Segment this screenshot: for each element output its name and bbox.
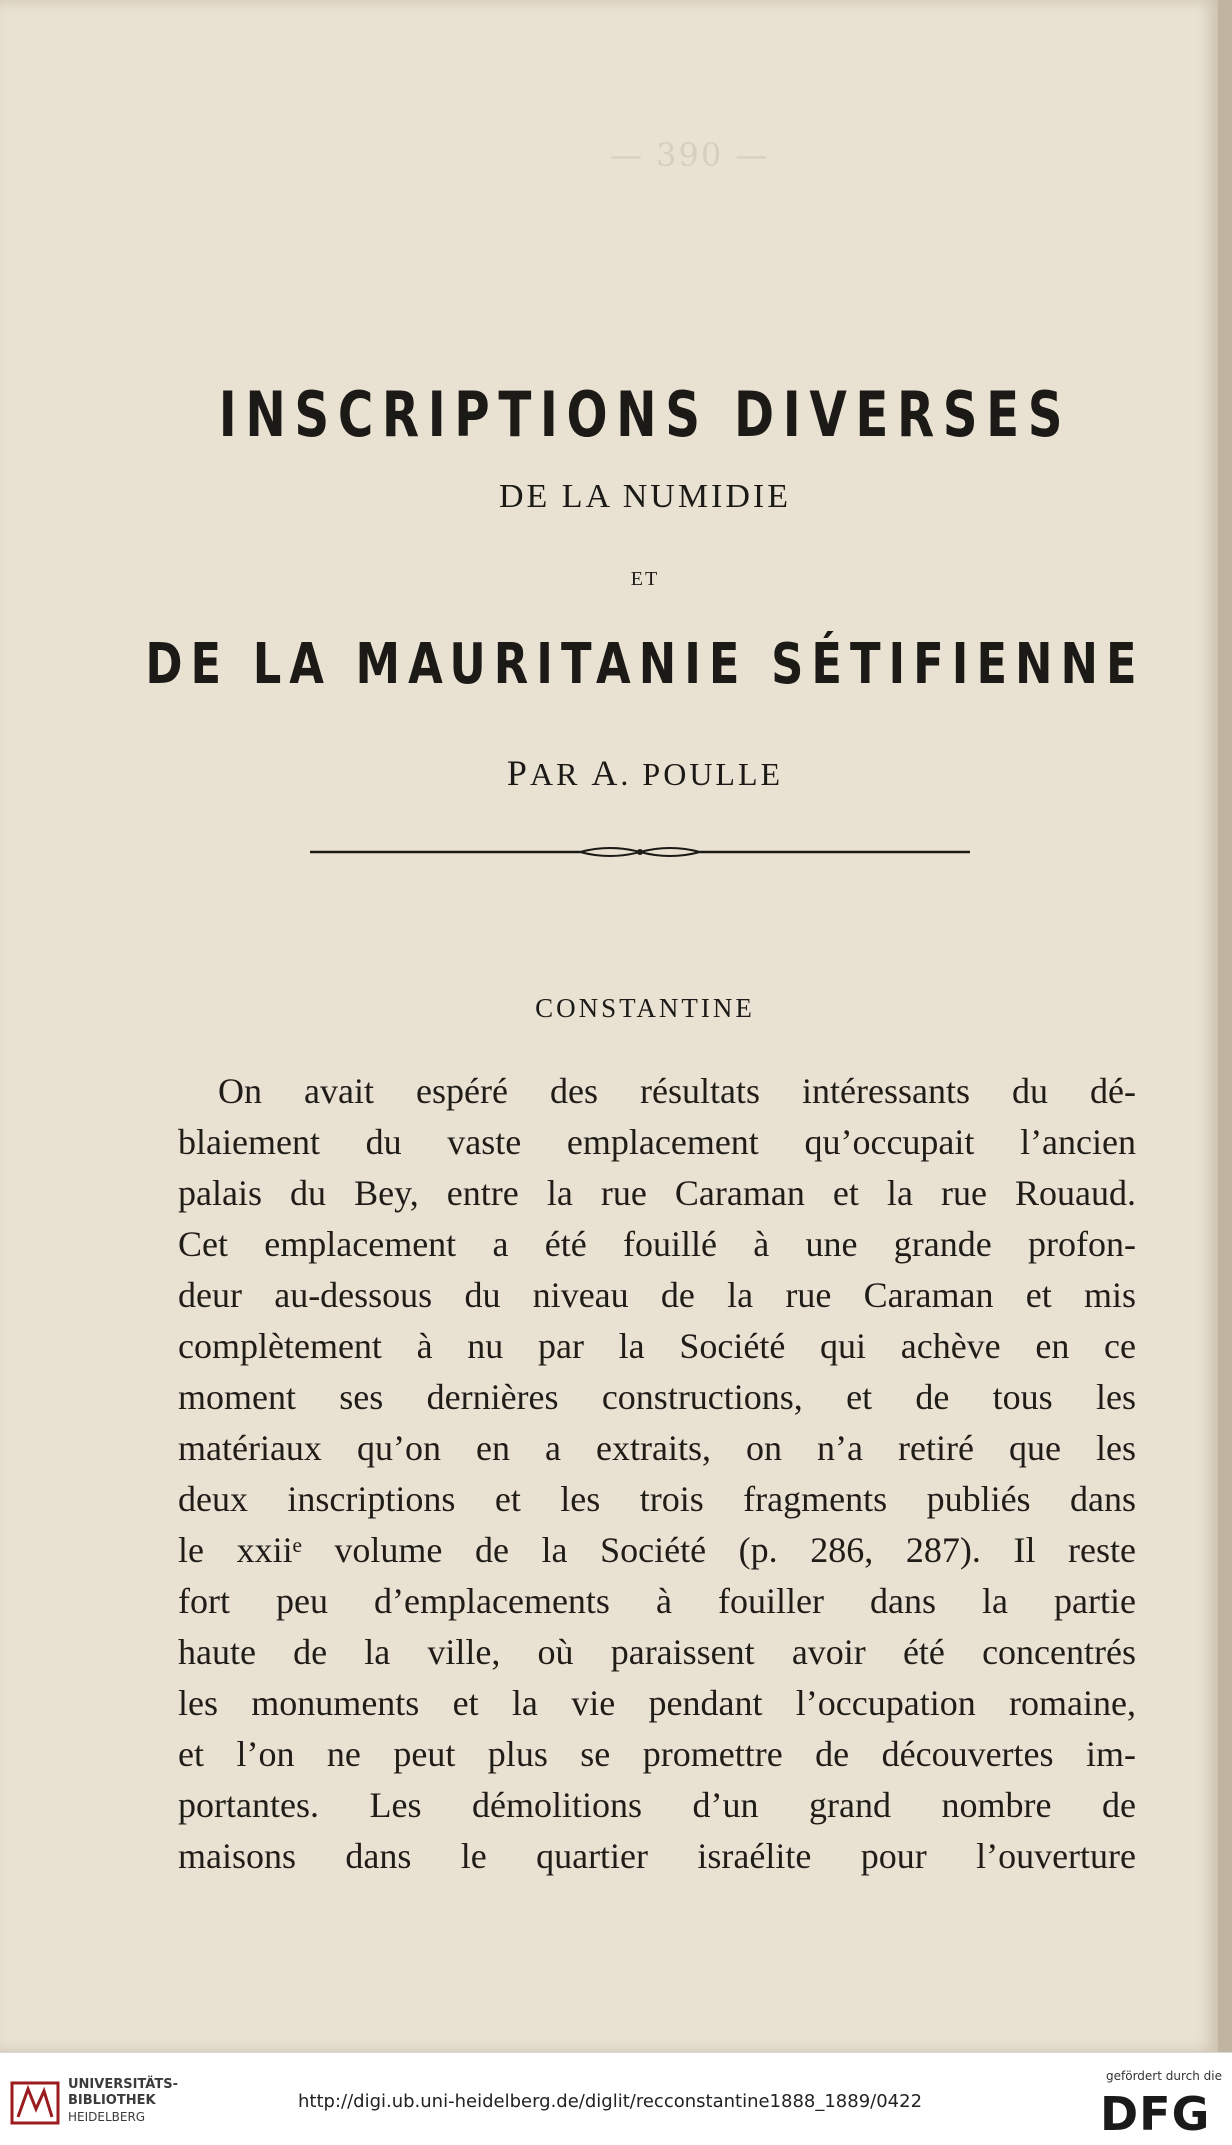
footer-bar <box>0 2052 1232 2145</box>
text-line: fort peu d’emplacements à fouiller dans la partie <box>178 1581 1136 1621</box>
library-name <box>68 2077 178 2125</box>
title-et: ET <box>630 568 660 590</box>
text-line: Cet emplacement a été fouillé à une grande profon- <box>178 1224 1136 1264</box>
author-byline <box>0 752 1232 794</box>
library-line-1: UNIVERSITÄTS- <box>68 2077 178 2092</box>
permalink-url[interactable]: http://digi.ub.uni-heidelberg.de/diglit/recconstantine1888_1889/0422 <box>298 2091 923 2112</box>
text-line: maisons dans le quartier israélite pour l’ouverture <box>178 1836 1136 1876</box>
text-line: portantes. Les démolitions d’un grand nombre de <box>178 1785 1136 1825</box>
dfg-logo: DFG <box>1100 2087 1211 2141</box>
text-line: deur au-dessous du niveau de la rue Caraman et mis <box>178 1275 1136 1315</box>
title-de-la-numidie: DE LA NUMIDIE <box>498 478 792 515</box>
author-surname: . POULLE <box>620 756 784 792</box>
library-line-2: BIBLIOTHEK <box>68 2093 156 2108</box>
text-line: les monuments et la vie pendant l’occupation romaine, <box>178 1683 1136 1723</box>
text-line: le xxiiᵉ volume de la Société (p. 286, 287). Il reste <box>178 1530 1136 1570</box>
text-line: moment ses dernières constructions, et de tous les <box>178 1377 1136 1417</box>
author-initial: A <box>591 753 621 793</box>
text-line: complètement à nu par la Société qui achève en ce <box>178 1326 1136 1366</box>
page-edge <box>1218 0 1232 2052</box>
ghost-page-number: — 390 — <box>610 136 770 174</box>
body-text <box>178 1066 1136 1882</box>
text-line: deux inscriptions et les trois fragments publiés dans <box>178 1479 1136 1519</box>
title-inscriptions-diverses: INSCRIPTIONS DIVERSES <box>218 378 1072 451</box>
text-line: haute de la ville, où paraissent avoir été concentrés <box>178 1632 1136 1672</box>
text-line: et l’on ne peut plus se promettre de découvertes im- <box>178 1734 1136 1774</box>
text-line: palais du Bey, entre la rue Caraman et la rue Rouaud. <box>178 1173 1136 1213</box>
author-prefix-rest: AR <box>529 756 581 792</box>
title-mauritanie-setifienne: DE LA MAURITANIE SÉTIFIENNE <box>145 632 1145 697</box>
text-line: On avait espéré des résultats intéressants du dé- <box>218 1071 1136 1111</box>
funding-label: gefördert durch die <box>1106 2069 1222 2083</box>
section-heading: CONSTANTINE <box>535 993 755 1023</box>
text-line: matériaux qu’on en a extraits, on n’a retiré que les <box>178 1428 1136 1468</box>
ornament-divider <box>310 842 970 862</box>
university-logo-icon <box>10 2079 60 2127</box>
text-line: blaiement du vaste emplacement qu’occupait l’ancien <box>178 1122 1136 1162</box>
author-prefix-capital: P <box>506 753 530 793</box>
library-line-3: HEIDELBERG <box>68 2110 146 2124</box>
